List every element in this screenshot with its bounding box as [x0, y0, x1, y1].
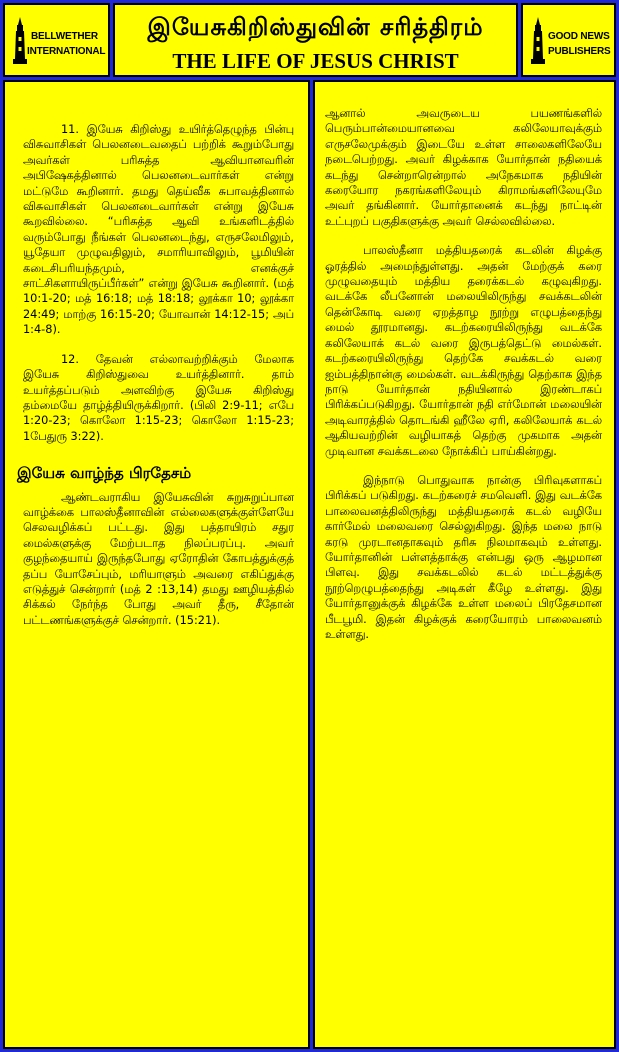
tower-icon — [530, 17, 546, 65]
right-logo-line1: GOOD NEWS — [548, 31, 610, 42]
title-banner — [113, 3, 518, 77]
left-column — [3, 80, 310, 1049]
left-logo-line1: BELLWETHER — [31, 31, 98, 42]
section-heading: இயேசு வாழ்ந்த பிரதேசம் — [17, 464, 192, 483]
tower-icon — [12, 17, 28, 65]
left-logo-line2: INTERNATIONAL — [27, 46, 106, 57]
title-english: THE LIFE OF JESUS CHRIST — [172, 49, 459, 73]
paragraph-travels: ஆனால் அவருடைய பயணங்களில் பெரும்பான்மையானவை கலிலேயாவுக்கும் எருசலேமுக்கும் இடையே உள்ள சாலைகளிலேயே நடைபெற்றது. அவர் கிழக்காக யோர்தான் நதியைக் கடந்து சென்றாரென்றால் அநேகமாக நதியின் கரையோர நகரங்களிலேயும் கிராமங்களிலேயுமே அவர் தங்கினார். யோர்தானைக் கடந்து நாட்டின் உட்புறப் பகுதிகளுக்கு அவர் செல்லவில்லை. — [325, 107, 602, 228]
paragraph-geography: பாலஸ்தீனா மத்தியதரைக் கடலின் கிழக்கு ஓரத்தில் அமைந்துள்ளது. அதன் மேற்குக் கரை முழுவதையும் மத்திய தரைக்கடல் கழுவுகிறது. வடக்கே லீபனோன் மலையிலிருந்து சவக்கடலின் தென்கோடி வரை ஏறத்தாழ நூற்று எழுபத்தைந்து மைல் தூரமானது. கடற்கரையிலிருந்து வடக்கே கலிலேயாக் கடல் வரை இருபத்தெட்டு மைல்கள். கடற்கரையிலிருந்து தெற்கே சவக்கடல் வரை ஐம்பத்திநான்கு மைல்கள். வடக்கிருந்து தெற்காக இந்த நாடு யோர்தான் நதியினால் இரண்டாகப் பிரிக்கப்படுகிறது. யோர்தான் நதி எர்மோன் மலையின் அடிவாரத்தில் தொடங்கி ஹீலே ஏரி, கலிலேயாக் கடல் ஆகியவற்றின் வழியாகத் தெற்கு முகமாக அதன் முடிவான சவக்கடலை நோக்கிப் பாய்கின்றது. — [325, 244, 602, 458]
paragraph-11: 11. இயேசு கிறிஸ்து உயிர்த்தெழுந்த பின்பு விசுவாசிகள் பெலனடைவதைப் பற்றிக் கூறும்போது அவர்கள் பரிசுத்த ஆவியானவரின் அபிஷேகத்தினால் பெலனடைவார்கள் என்று மட்டுமே கூறினார். தமது தெய்வீக சுபாவத்தினால் விசுவாசிகள் பெலனடைவார்கள் என்று இயேசு கூறவில்லை. “பரிசுத்த ஆவி உங்களிடத்தில் வரும்போது நீங்கள் பெலனடைந்து, எருசலேமிலும், யூதேயா முழுவதிலும், சமாரியாவிலும், பூமியின் கடைசிபரியந்தமும், எனக்குச் சாட்சிகளாயிருப்பீர்கள்” என்று இயேசு கூறினார். (மத் 10:1-20; மத் 16:18; மத் 18:18; லூக்கா 10; லூக்கா 24:49; மாற்கு 16:15-20; யோவான் 14:12-15; அப் 1:4-8). — [23, 123, 294, 337]
right-column — [313, 80, 616, 1049]
right-logo-line2: PUBLISHERS — [548, 46, 611, 57]
bellwether-logo — [3, 3, 110, 77]
title-tamil: இயேசுகிறிஸ்துவின் சரித்திரம் — [147, 13, 484, 41]
paragraph-12: 12. தேவன் எல்லாவற்றிக்கும் மேலாக இயேசு கிறிஸ்துவை உயர்த்தினார். தாம் உயர்த்தப்படும் அளவிற்கு இயேசு கிறிஸ்து தம்மையே தாழ்த்தியிருக்கிறார். (பிலி 2:9-11; எபே 1:20-23; கொலோ 1:15-23; கொலோ 1:15-23; 1பேதுரு 3:22). — [23, 352, 294, 443]
good-news-logo — [521, 3, 616, 77]
paragraph-region: ஆண்டவராகிய இயேசுவின் சுறுசுறுப்பான வாழ்க்கை பாலஸ்தீனாவின் எல்லைகளுக்குள்ளேயே செலவழிக்கப் பட்டது. இது பத்தாயிரம் சதுர மைல்களுக்கு மேற்படாத நிலப்பரப்பு. அவர் குழந்தையாய் இருந்தபோது ஏரோதின் கோபத்துக்குத் தப்ப யோசேப்பும், மரியாளும் அவரை எகிப்துக்கு எடுத்துச் சென்றார் (மத் 2 :13,14) தமது ஊழியத்தில் சிக்கல் நேர்ந்த போது அவர் தீரு, சீதோன் பட்டணங்களுக்குச் சென்றார். (15:21). — [23, 490, 294, 627]
paragraph-divisions: இந்நாடு பொதுவாக நான்கு பிரிவுகளாகப் பிரிக்கப் படுகிறது. கடற்கரைச் சமவெளி. இது வடக்கே பாலைவனத்திலிருந்து மத்தியதரைக் கடல் வழியே கார்மேல் மலைவரை செல்லுகிறது. இந்த மலை நாடு கரடு முரடானதாகவும் தரிசு நிலமாகவும் உள்ளது. யோர்தானின் பள்ளத்தாக்கு என்பது ஒரு ஆழமான பிளவு. இது சவக்கடலில் கடல் மட்டத்துக்கு நூற்றெழுபத்தைந்து அடிகள் கீழே உள்ளது. இது யோர்தானுக்குக் கிழக்கே உள்ள மலைப் பிரதேசமான பீடபூமி. இதன் கிழக்குக் கரையோரம் பாலைவனம் உள்ளது. — [325, 473, 602, 641]
